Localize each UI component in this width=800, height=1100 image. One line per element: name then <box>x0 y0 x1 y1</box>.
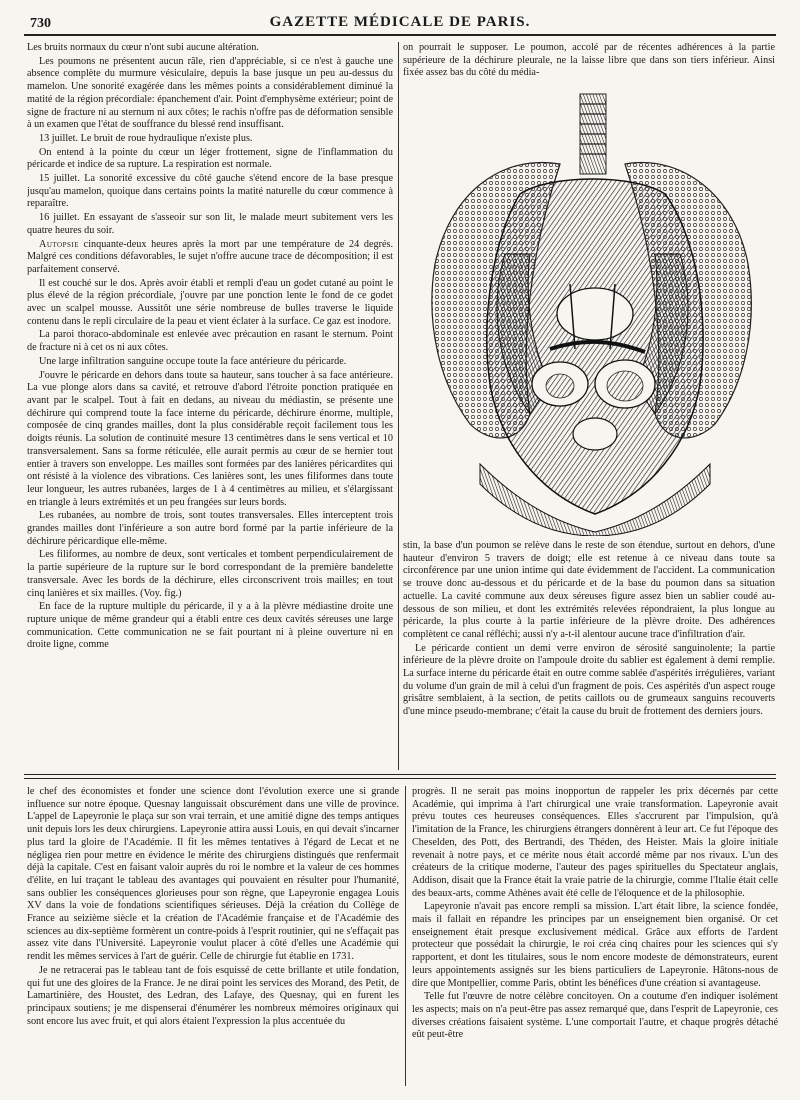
paragraph: On entend à la pointe du cœur un léger frottement, signe de l'inflammation du péricarde et indice de sa rupture. La respiration est normale. <box>27 146 393 171</box>
paragraph: J'ouvre le péricarde en dehors dans toute sa hauteur, sans toucher à sa face antérieure. La vue plonge alors dans sa cavité, et retrouve d'abord l'étroite ponction pratiquée en avant par le scalpel. Tout à fait en dedans, au niveau du médiastin, se présente une déchirure qui comprend toute la face interne du péricarde, déchirure énorme, multiple, composée de cinq grandes mailles, dont la plus considérable reçoit facilement tous les doigts réunis. La solution de continuité mesure 13 centimètres dans le sens vertical et 10 transversalement. Sans sa forme réticulée, elle aurait permis au cœur de se hernier tout entier à travers son enveloppe. Les mailles sont formées par des lanières péricardites qui ont résisté à la violence des vibrations. Ces lanières sont, les unes filiformes dans toute leur longueur, les autres rubanées, larges de 1 à 4 centimètres au milieu, et s'élargissant en triangle à leurs extrémités et un peu frangées sur leurs bords. <box>27 369 393 508</box>
paragraph: Les bruits normaux du cœur n'ont subi aucune altération. <box>27 42 259 53</box>
paragraph: 13 juillet. Le bruit de roue hydraulique n'existe plus. <box>39 132 253 144</box>
article-column-right-lower <box>403 540 775 770</box>
paragraph: Une large infiltration sanguine occupe toute la face antérieure du péricarde. <box>39 355 347 367</box>
paragraph: Il est couché sur le dos. Après avoir établi et rempli d'eau un godet cutané au point le plus élevé de la région précordiale, j'ouvre par une ponction lente le fond de ce godet avec un scalpel mousse. Aussitôt une série nombreuse de bulles traverse le liquide contenu dans le repli circulaire de la peau et vient éclater à la surface. Ce gaz est inodore. <box>27 277 393 327</box>
column-divider <box>405 786 406 1086</box>
anatomical-figure <box>410 84 770 536</box>
autopsie-text: cinquante-deux heures après la mort par une température de 24 degrés. Malgré ces conditions défavorables, le sujet n'offre aucune trace de décomposition; il est parfaitement conservé. <box>27 238 393 275</box>
paragraph: La paroi thoraco-abdominale est enlevée avec précaution en rasant le sternum. Point de fracture ni à cet os ni aux côtes. <box>27 329 393 354</box>
paragraph: 15 juillet. La sonorité excessive du côté gauche s'étend encore de la base presque jusqu'au mamelon, quoique dans certains points la matité naturelle du cœur commence à reparaître. <box>27 173 393 210</box>
article-column-left <box>27 42 393 770</box>
paragraph: on pourrait le supposer. Le poumon, accolé par de récentes adhérences à la partie supérieure de la déchirure pleurale, ne la laisse libre que dans son tiers inférieur. Ainsi fixée assez bas du côté du média- <box>403 42 775 79</box>
section-rule <box>24 774 776 775</box>
paragraph: Les rubanées, au nombre de trois, sont toutes transversales. Elles interceptent trois grandes mailles dont l'inférieure a son autre bord formé par la partie inférieure de la déchirure péricardique elle-même. <box>27 510 393 547</box>
page-number: 730 <box>30 16 51 31</box>
paragraph: Le péricarde contient un demi verre environ de sérosité sanguinolente; la partie inférieure de la plèvre droite on l'ampoule droite du sablier est également à demi remplie. La surface interne du péricarde était en outre comme sablée d'aspérités irrégulières, variant du volume d'un grain de mil à celui d'un fragment de pois. Ces aspérités d'un aspect rouge grisâtre semblaient, à la section, de petits caillots ou de grumeaux sanguins recouverts d'une mince pseudo-membrane; c'était la cause du bruit de frottement des derniers jours. <box>403 642 775 718</box>
autopsie-label: Autopsie <box>39 238 80 250</box>
header-rule <box>24 34 776 36</box>
heart-lungs-engraving-icon <box>410 84 770 536</box>
paragraph: Les poumons ne présentent aucun râle, rien d'appréciable, si ce n'est à gauche une absence complète du murmure vésiculaire, depuis la base jusque un peu au-dessus du mamelon. Une sonorité exagérée dans les mêmes points a considérablement diminué la matité de la région précordiale: épanchement d'air. Point d'emphysème extérieur; point de signe de fracture ni au sternum ni aux côtes; le rachis n'offre pas de déformation sensible à un examen que l'état de souffrance du blessé rend insuffisant. <box>27 55 393 131</box>
feuilleton-column-left <box>27 786 399 1090</box>
paragraph: Lapeyronie n'avait pas encore rempli sa mission. L'art était libre, la science fondée, mais il fallait en répandre les principes par un enseignement bien organisé. Or cet enseignement était presque exclusivement médical. Grâce aux efforts de l'ardent protecteur que possédait la chirurgie, le roi créa cinq chaires pour les sciences qui s'y rapportent, et dont les titulaires, sous le nom encore modeste de démonstrateurs, eurent leurs appointements assignés sur les biens particuliers de Lapeyronie. Hâtons-nous de dire que Montpellier, comme Paris, obtint les bénéfices d'une création si avantageuse. <box>412 901 778 989</box>
running-title: GAZETTE MÉDICALE DE PARIS. <box>269 14 531 30</box>
paragraph: le chef des économistes et fonder une science dont l'évolution exerce une si grande influence sur notre époque. Quesnay languissait obscurément dans une ville de province. L'appel de Lapeyronie le plaça sur son vrai terrain, et une amitié digne des temps antiques unit depuis lors les deux chirurgiens. Lapeyronie attira aussi Louis, en qui devait s'incarner plus tard la gloire de l'Académie. Il fit les mêmes tentatives à l'égard de Lecat et ne négligea rien pour mettre en évidence le mérite des chirurgiens distingués que renfermait déjà la capitale. C'est en faisant valoir auprès du roi le nombre et la valeur de ces hommes d'élite, en lui traçant le tableau des avantages qui pouvaient en résulter pour l'humanité, sans oublier les conséquences glorieuses pour son règne, que Lapeyronie engagea Louis XV dans la voie de fondations scientifiques sérieuses. Déjà la création du Collège de France au seizième siècle et la création de l'Académie française et de l'Académie des sciences au dix-septième formèrent un contre-poids à l'esprit routinier, qui ne s'effaçait pas assez vite dans l'Université. Lapeyronie voulut placer à côté d'elles une Académie qui rendit les mêmes services à l'art de guérir. Celle de chirurgie fut établie en 1731. <box>27 786 399 963</box>
paragraph: stin, la base d'un poumon se relève dans le reste de son étendue, surtout en dehors, d'une hauteur d'environ 5 travers de doigt; elle est retenue à ce niveau dans toute sa circonférence par une union intime qui date évidemment de l'accident. La communication se trouve donc au-dessous et du péricarde et de la base du poumon dans sa situation actuelle. La cavité commune aux deux séreuses figure assez bien un sablier coudé au-dessous de son milieu, et dont les extrémités relevées répondraient, la plus longue au péricarde, la plus courte à la partie inférieure de la plèvre droite. Des adhérences complètent ce canal réfléchi; aussi n'y a-t-il alentour aucune trace d'infiltration d'air. <box>403 540 775 640</box>
autopsie-paragraph <box>27 239 393 277</box>
paragraph: Telle fut l'œuvre de notre célèbre concitoyen. On a coutume d'en indiquer isolément les aspects; mais on n'a peut-être pas assez remarqué que, dans l'esprit de Lapeyronie, ces diverses créations faisaient système. L'une comportait l'autre, et chaque progrès détaché eût peut-être <box>412 991 778 1041</box>
paragraph: Je ne retracerai pas le tableau tant de fois esquissé de cette brillante et utile fondation, qui fut une des gloires de la France. Je ne dirai point les services des Morand, des Petit, de Lamartinière, des Houstet, des Ledran, des Lafaye, des Quesnay, qui en furent les principaux soutiens; je me dispenserai d'énumérer les nombreux mémoires originaux qui sont encore lus avec fruit, et qui alors étaient l'expression la plus accentuée du <box>27 964 399 1027</box>
paragraph: progrès. Il ne serait pas moins inopportun de rappeler les prix décernés par cette Académie, qui imprima à l'art chirurgical une vraie transformation. Lapeyronie avait prévu toutes ces heureuses conséquences. Elles s'accrurent par l'impulsion, qu'à l'imitation de la France, les chirurgiens étrangers donnèrent à leur art. Ce fut l'époque des Cheselden, des Pott, des Bertrandi, des Théden, des Heister. Mais la gloire initiale revenait à notre pays, et ce mérite nous était accordé même par nos rivaux. L'un des créateurs de la critique moderne, l'auteur des pages spirituelles du Spectateur anglais, Addison, disait que la France était la vraie patrie de la chirurgie, comme l'Italie était celle des beaux-arts, comme Athènes avait été celle de l'éloquence et de la philosophie. <box>412 786 778 899</box>
article-column-right-upper <box>403 42 775 82</box>
paragraph: 16 juillet. En essayant de s'asseoir sur son lit, le malade meurt subitement vers les quatre heures du soir. <box>27 212 393 236</box>
paragraph: Les filiformes, au nombre de deux, sont verticales et tombent perpendiculairement de la partie supérieure de la rupture sur le bord correspondant de la première bandelette transversale. Avec les bords de la déchirure, elles circonscrivent trois mailles; en tout cinq lanières et six mailles. (Voy. fig.) <box>27 549 393 599</box>
paragraph: En face de la rupture multiple du péricarde, il y a à la plèvre médiastine droite une rupture unique de même grandeur qui a établi entre ces deux cavités séreuses une large communication. Cette communication ne se fait pourtant ni à pleine ouverture ni en droite ligne, comme <box>27 601 393 651</box>
feuilleton-column-right <box>412 786 778 1090</box>
section-rule <box>24 778 776 779</box>
column-divider <box>398 42 399 770</box>
